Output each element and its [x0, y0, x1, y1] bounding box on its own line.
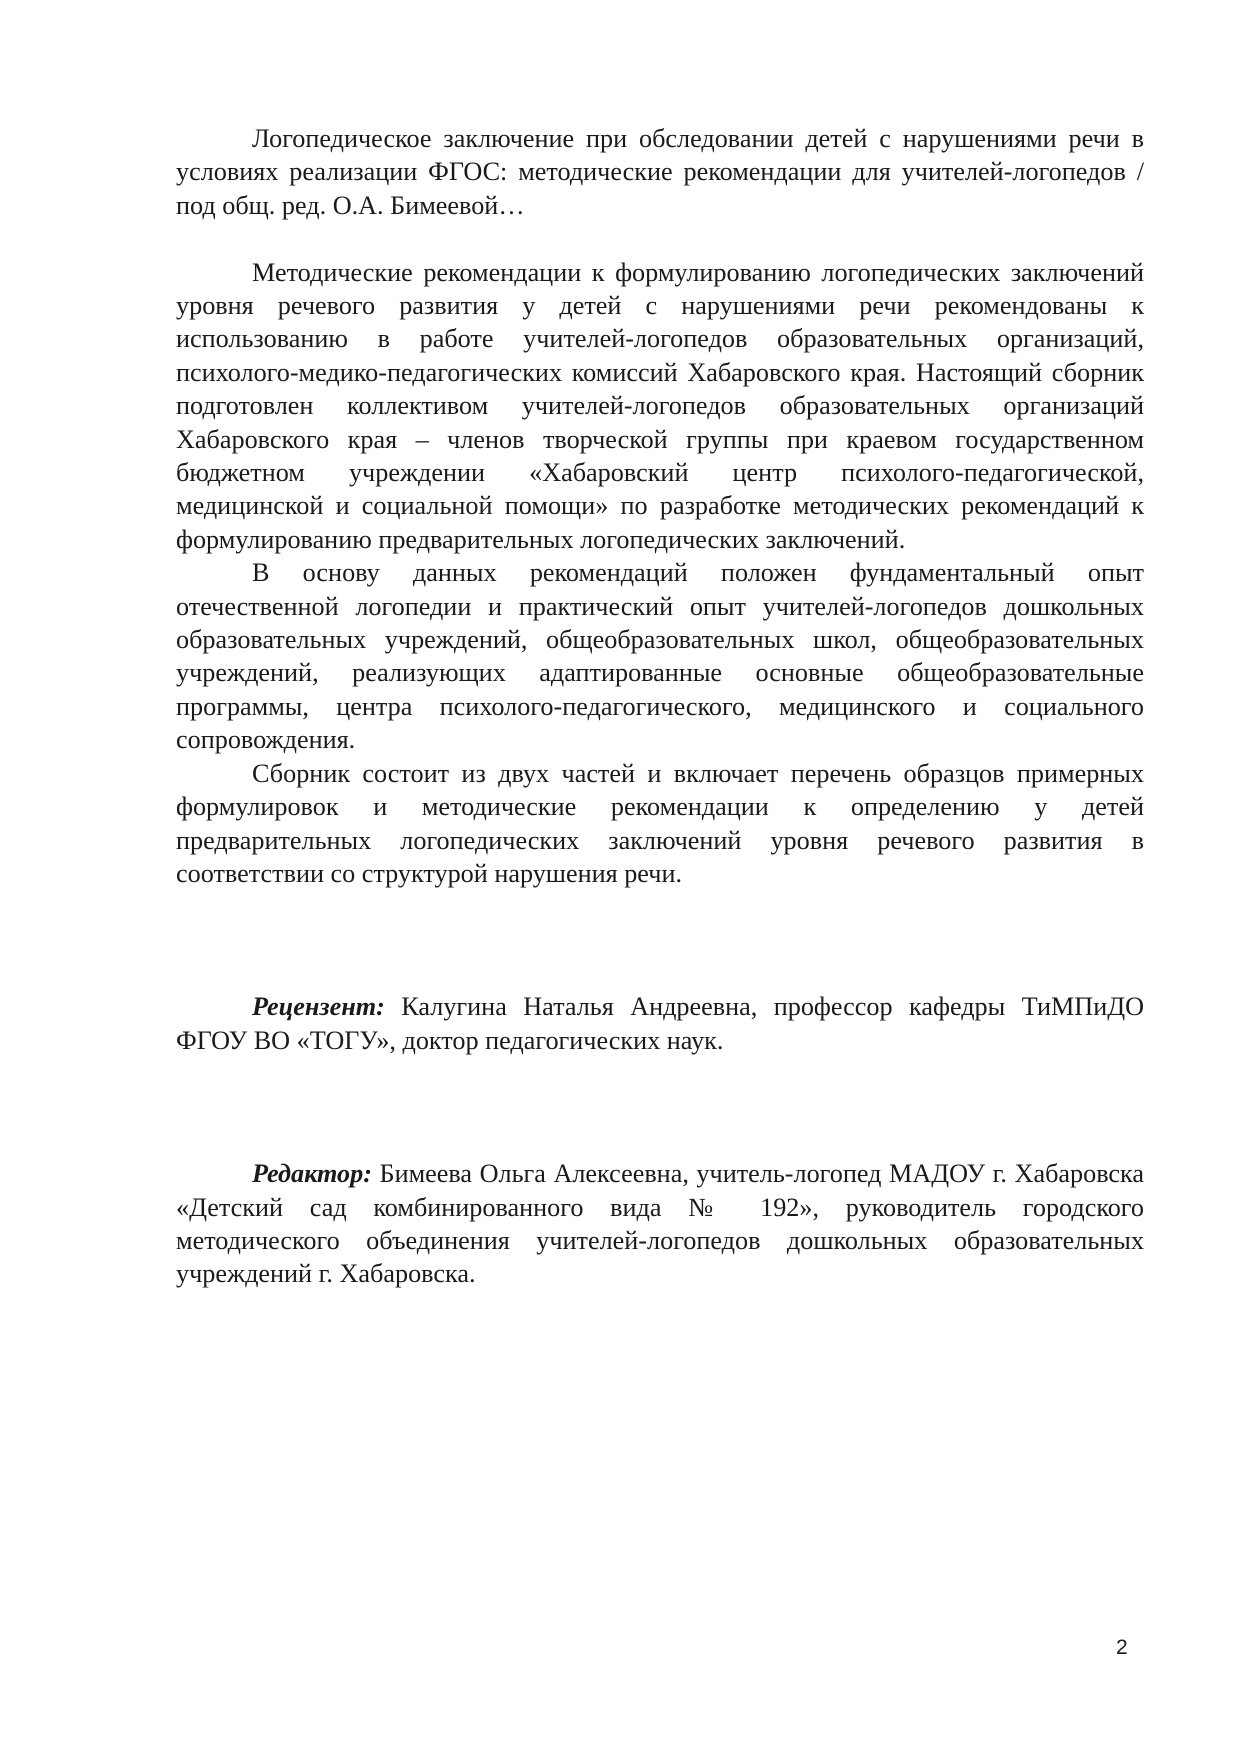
reviewer-paragraph	[176, 990, 1144, 1057]
spacer	[176, 222, 1144, 255]
reviewer-text: Калугина Наталья Андреевна, профессор кафедры ТиМПиДО ФГОУ ВО «ТОГУ», доктор педагогических наук.	[176, 992, 1144, 1055]
spacer	[176, 1057, 1144, 1157]
body-paragraph: Методические рекомендации к формулированию логопедических заключений уровня речевого развития у детей с нарушениями речи рекомендованы к использованию в работе учителей-логопедов образовательных организаций, психолого-медико-педагогических комиссий Хабаровского края. Настоящий сборник подготовлен коллективом учителей-логопедов образовательных организаций Хабаровского края – членов творческой группы при краевом государственном бюджетном учреждении «Хабаровский центр психолого-педагогической, медицинской и социальной помощи» по разработке методических рекомендаций к формулированию предварительных логопедических заключений.	[176, 257, 1144, 554]
page-content	[176, 122, 1144, 1291]
editor-paragraph	[176, 1157, 1144, 1291]
body-paragraph: В основу данных рекомендаций положен фундаментальный опыт отечественной логопедии и практический опыт учителей-логопедов дошкольных образовательных учреждений, общеобразовательных школ, общеобразовательных учреждений, реализующих адаптированные основные общеобразовательные программы, центра психолого-педагогического, медицинского и социального сопровождения.	[176, 558, 1144, 755]
page-number: 2	[1116, 1636, 1128, 1659]
editor-text: Бимеева Ольга Алексеевна, учитель-логопед МАДОУ г. Хабаровска «Детский сад комбинированного вида № 192», руководитель городского методического объединения учителей-логопедов дошкольных образовательных учреждений г. Хабаровска.	[176, 1159, 1144, 1289]
reviewer-label: Рецензент:	[252, 992, 385, 1022]
spacer	[176, 890, 1144, 990]
body-paragraph: Сборник состоит из двух частей и включает перечень образцов примерных формулировок и методические рекомендации к определению у детей предварительных логопедических заключений уровня речевого развития в соответствии со структурой нарушения речи.	[176, 758, 1144, 888]
editor-label: Редактор:	[252, 1159, 372, 1189]
intro-paragraph: Логопедическое заключение при обследовании детей с нарушениями речи в условиях реализации ФГОС: методические рекомендации для учителей-логопедов / под общ. ред. О.А. Бимеевой…	[176, 124, 1144, 220]
